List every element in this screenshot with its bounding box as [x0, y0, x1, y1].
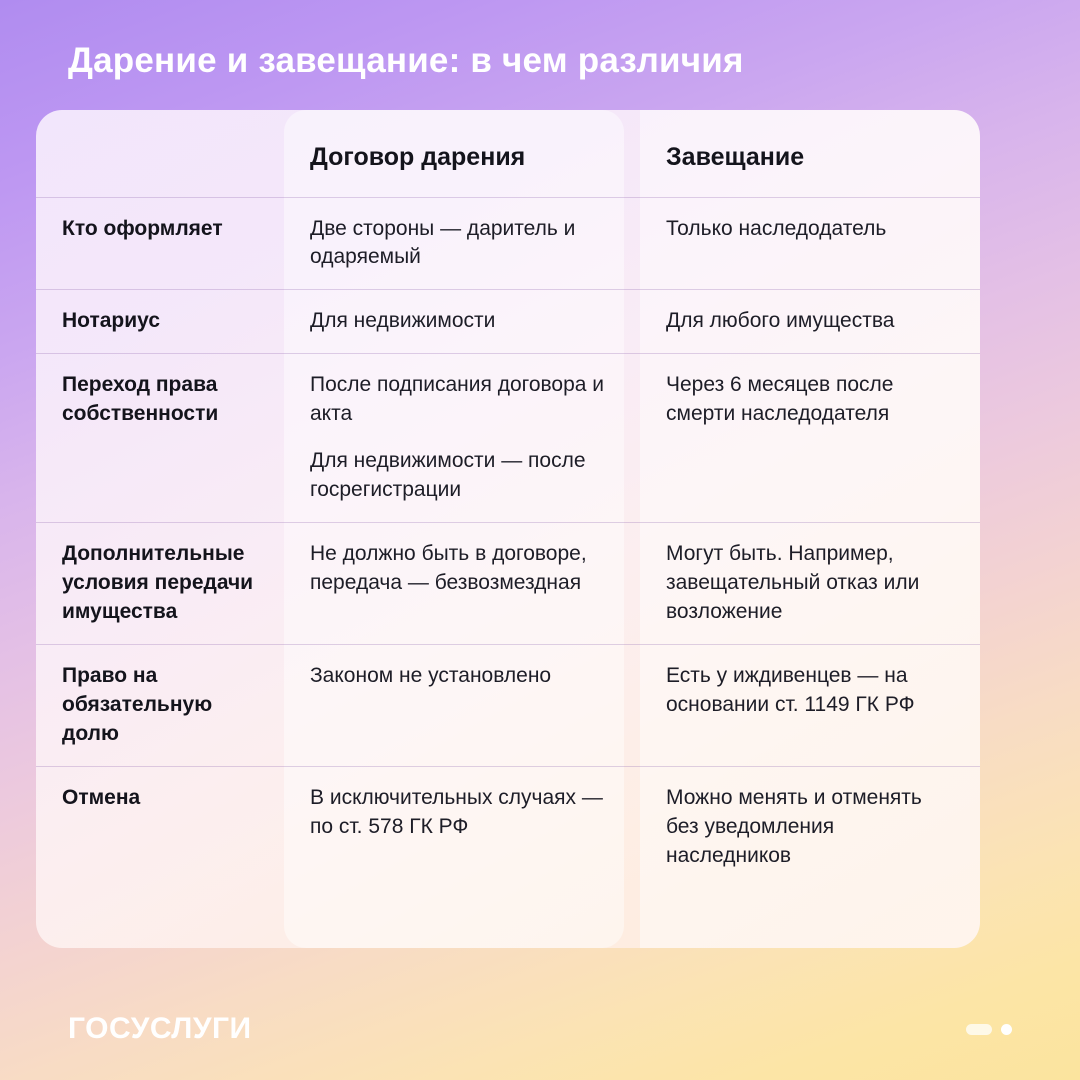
page-title: Дарение и завещание: в чем различия — [68, 41, 744, 80]
footer — [68, 1012, 1012, 1046]
row-value-gift — [284, 354, 640, 523]
cell-paragraph: Для недвижимости — после госрегистрации — [310, 449, 586, 502]
table-row — [36, 523, 980, 645]
table-header-row — [36, 110, 980, 197]
row-label: Право на обязательную долю — [36, 645, 284, 767]
row-value-will — [640, 290, 980, 354]
pagination-dot-active[interactable] — [966, 1024, 992, 1035]
cell-paragraph: Законом не установлено — [310, 664, 552, 688]
table-bottom-spacer — [36, 888, 980, 948]
row-value-will — [640, 645, 980, 767]
comparison-card — [36, 110, 980, 948]
row-value-will — [640, 354, 980, 523]
cell-paragraph: Есть у иждивенцев — на основании ст. 1149 ГК РФ — [666, 664, 915, 717]
cell-paragraph: В исключительных случаях — по ст. 578 ГК РФ — [310, 786, 603, 839]
row-value-gift — [284, 523, 640, 645]
spacer-cell — [284, 888, 640, 948]
gosuslugi-logo: ГОСУСЛУГИ — [68, 1012, 252, 1045]
row-value-will — [640, 197, 980, 290]
row-value-will — [640, 523, 980, 645]
row-value-gift — [284, 290, 640, 354]
row-label: Отмена — [36, 767, 284, 888]
cell-paragraph: Для недвижимости — [310, 309, 496, 333]
pagination-dot[interactable] — [1001, 1024, 1012, 1035]
table-body — [36, 197, 980, 948]
row-value-gift — [284, 197, 640, 290]
table-row — [36, 767, 980, 888]
column-header-gift: Договор дарения — [310, 143, 526, 171]
row-label: Дополнительные условия передачи имущества — [36, 523, 284, 645]
cell-paragraph: Только наследодатель — [666, 216, 887, 240]
cell-paragraph: Для любого имущества — [666, 309, 895, 333]
table-row — [36, 197, 980, 290]
comparison-table — [36, 110, 980, 948]
cell-paragraph: Не должно быть в договоре, передача — безвозмездная — [310, 542, 587, 595]
cell-paragraph: Можно менять и отменять без уведомления наследников — [666, 786, 922, 868]
column-header-will: Завещание — [666, 143, 805, 171]
table-row — [36, 290, 980, 354]
row-label: Нотариус — [36, 290, 284, 354]
row-value-gift — [284, 645, 640, 767]
table-row — [36, 354, 980, 523]
table-row — [36, 645, 980, 767]
row-label: Переход права собственности — [36, 354, 284, 523]
cell-paragraph: После подписания договора и акта — [310, 373, 605, 426]
row-label: Кто оформляет — [36, 197, 284, 290]
pagination-dots[interactable] — [966, 1024, 1012, 1035]
row-value-will — [640, 767, 980, 888]
cell-paragraph: Через 6 месяцев после смерти наследодателя — [666, 373, 894, 426]
table-head — [36, 110, 980, 197]
spacer-cell — [36, 888, 284, 948]
cell-paragraph: Две стороны — даритель и одаряемый — [310, 216, 576, 269]
cell-paragraph: Могут быть. Например, завещательный отказ или возложение — [666, 542, 920, 624]
row-value-gift — [284, 767, 640, 888]
spacer-cell — [640, 888, 980, 948]
column-header-blank — [36, 110, 284, 197]
